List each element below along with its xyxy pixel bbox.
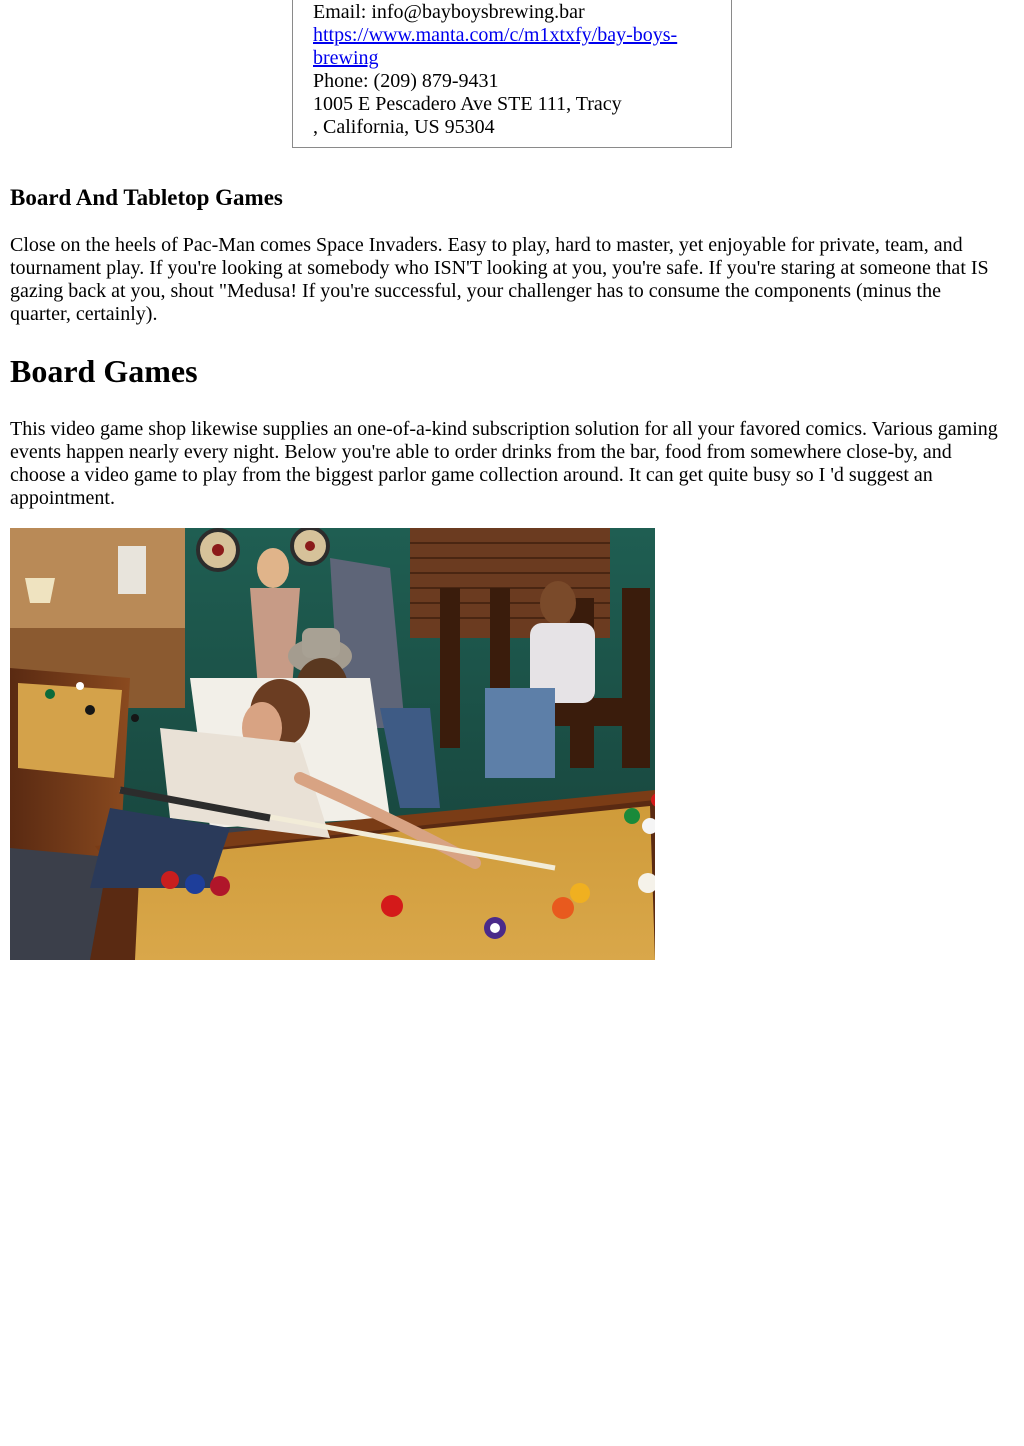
contact-address-line2: , California, US 95304 (313, 116, 495, 138)
section-paragraph-board-games: This video game shop likewise supplies an one-of-a-kind subscription solution for all your favored comics. Various gaming events happen nearly every night. Below you're able to order drinks from the bar, food from somewhere close-by, and choose a video game to play from the biggest parlor game collection around. It can get quite busy so I 'd suggest an appointment. (10, 418, 998, 509)
manta-link[interactable]: https://www.manta.com/c/m1xtxfy/bay-boys- (313, 24, 678, 46)
contact-phone: Phone: (209) 879-9431 (313, 70, 499, 92)
section-heading-board-tabletop: Board And Tabletop Games (10, 185, 283, 210)
manta-link-continued[interactable]: brewing (313, 47, 379, 69)
billiards-photo (10, 528, 655, 960)
article-content (10, 176, 1006, 510)
section-heading-board-games: Board Games (10, 353, 198, 389)
contact-card (292, 0, 732, 148)
contact-address-line1: 1005 E Pescadero Ave STE 111, Tracy (313, 93, 622, 115)
contact-email: Email: info@bayboysbrewing.bar (313, 1, 585, 23)
section-paragraph-board-tabletop: Close on the heels of Pac-Man comes Space Invaders. Easy to play, hard to master, yet enjoyable for private, team, and tournament play. If you're looking at somebody who ISN'T looking at you, you're safe. If you're staring at someone that IS gazing back at you, shout "Medusa! If you're successful, your challenger has to consume the components (minus the quarter, certainly). (10, 234, 989, 325)
